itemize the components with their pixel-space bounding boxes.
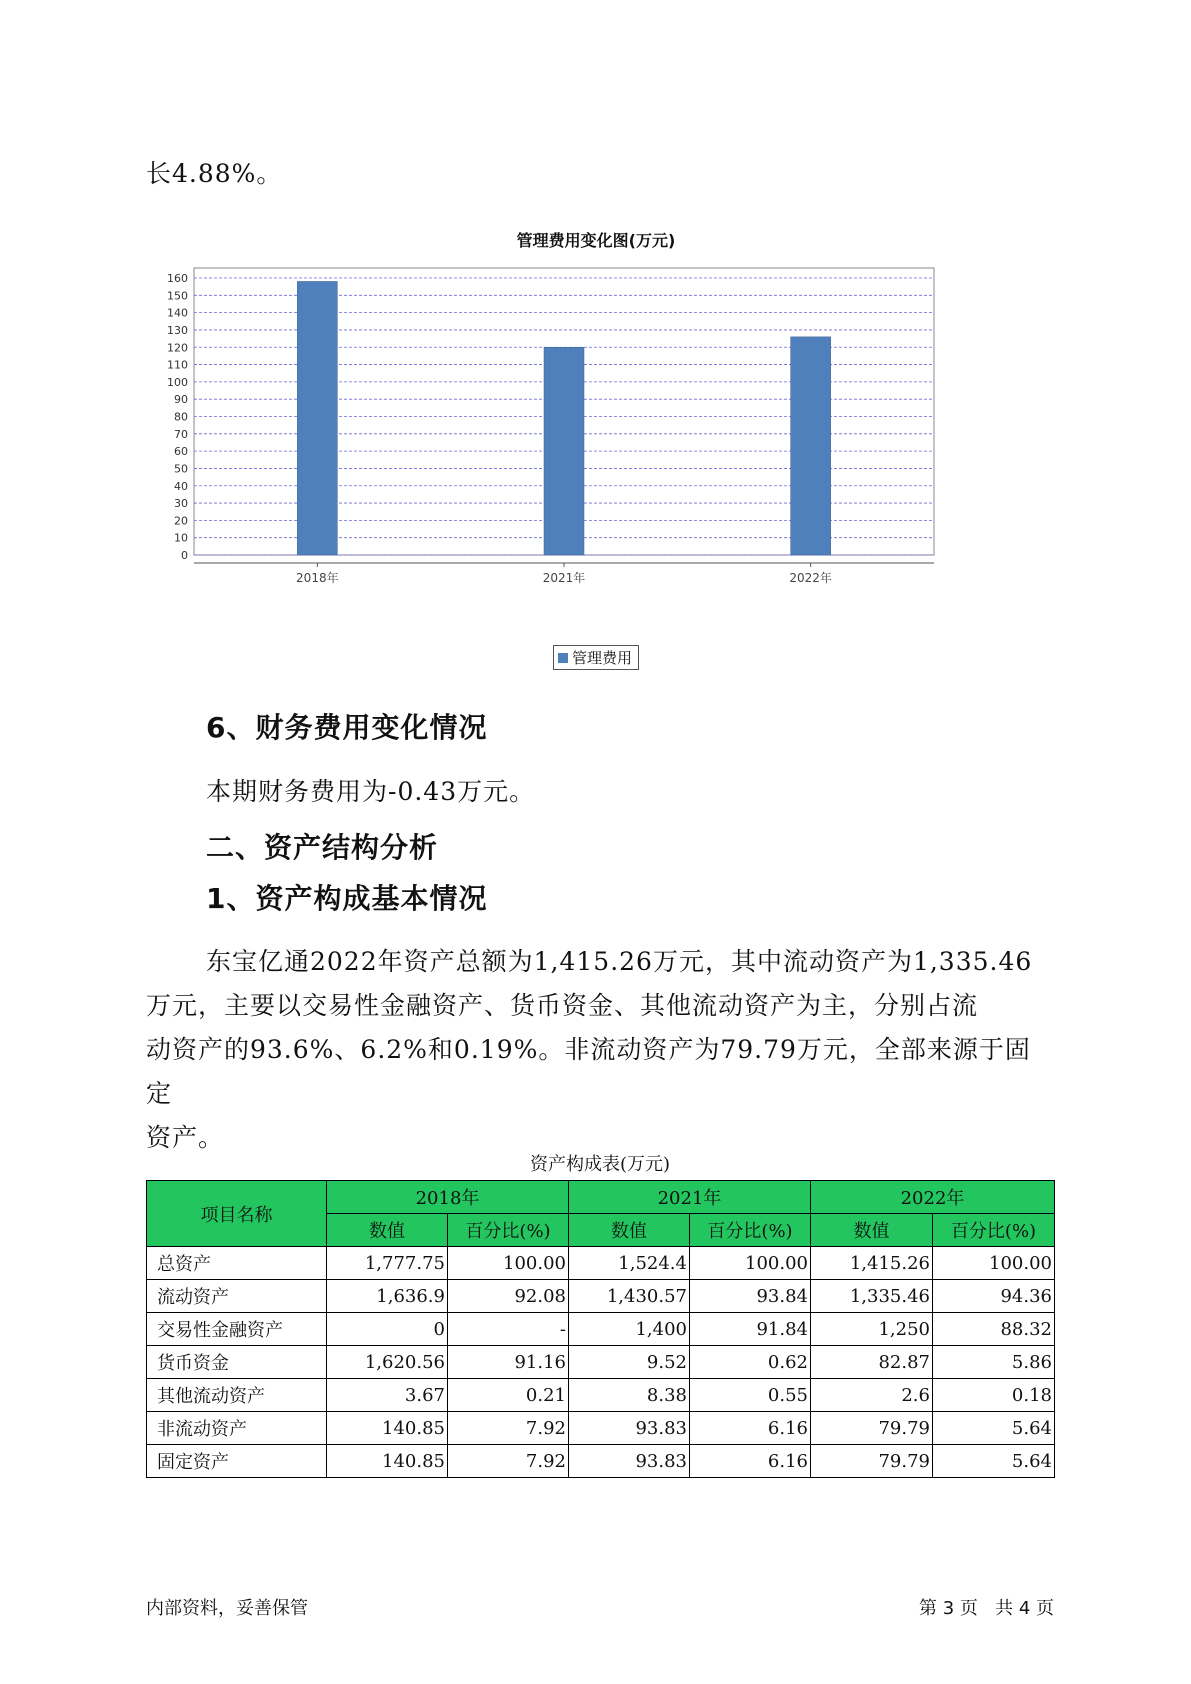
cell-percent: 0.55 <box>690 1379 811 1412</box>
y-tick-label: 40 <box>174 479 188 493</box>
cell-percent: 88.32 <box>933 1313 1055 1346</box>
cell-value: 1,400 <box>569 1313 690 1346</box>
row-item-name: 货币资金 <box>147 1346 327 1379</box>
cell-percent: 91.84 <box>690 1313 811 1346</box>
y-tick-label: 20 <box>174 514 188 528</box>
header-value: 数值 <box>327 1214 448 1247</box>
y-tick-label: 130 <box>167 323 188 337</box>
y-tick-label: 50 <box>174 462 188 476</box>
x-tick-label: 2021年 <box>542 571 586 585</box>
y-tick-label: 80 <box>174 410 188 424</box>
table-row <box>147 1379 1055 1412</box>
bar <box>297 281 337 555</box>
cell-percent: 100.00 <box>933 1247 1055 1280</box>
cell-percent: 6.16 <box>690 1412 811 1445</box>
cell-value: 1,620.56 <box>327 1346 448 1379</box>
section6-heading: 6、财务费用变化情况 <box>206 711 488 744</box>
cell-value: 9.52 <box>569 1346 690 1379</box>
table-row <box>147 1280 1055 1313</box>
cell-percent: 0.21 <box>448 1379 569 1412</box>
y-tick-label: 150 <box>167 289 188 303</box>
legend-swatch <box>558 653 568 663</box>
chart-legend <box>553 645 639 670</box>
y-tick-label: 70 <box>174 427 188 441</box>
header-year-2018: 2018年 <box>327 1181 569 1214</box>
paragraph-line: 动资产的93.6%、6.2%和0.19%。非流动资产为79.79万元，全部来源于固定 <box>146 1035 1031 1108</box>
table-row <box>147 1313 1055 1346</box>
header-year-2022: 2022年 <box>811 1181 1055 1214</box>
row-item-name: 固定资产 <box>147 1445 327 1478</box>
row-item-name: 其他流动资产 <box>147 1379 327 1412</box>
cell-value: 140.85 <box>327 1412 448 1445</box>
cell-value: 0 <box>327 1313 448 1346</box>
cell-percent: 5.64 <box>933 1412 1055 1445</box>
cell-value: 8.38 <box>569 1379 690 1412</box>
y-tick-label: 160 <box>167 272 188 285</box>
table-row <box>147 1346 1055 1379</box>
cell-value: 1,636.9 <box>327 1280 448 1313</box>
cell-value: 82.87 <box>811 1346 933 1379</box>
y-tick-label: 110 <box>167 358 188 372</box>
header-pct: 百分比(%) <box>690 1214 811 1247</box>
assets-paragraph <box>146 940 1046 1160</box>
cell-percent: 92.08 <box>448 1280 569 1313</box>
table-caption: 资产构成表(万元) <box>529 1154 671 1175</box>
cell-percent: 5.64 <box>933 1445 1055 1478</box>
footer-page-number: 第 3 页 共 4 页 <box>919 1598 1054 1619</box>
cell-value: 1,415.26 <box>811 1247 933 1280</box>
y-tick-label: 120 <box>167 341 188 355</box>
cell-value: 93.83 <box>569 1412 690 1445</box>
cell-percent: 0.62 <box>690 1346 811 1379</box>
paragraph-line: 资产。 <box>146 1123 225 1152</box>
table-row <box>147 1412 1055 1445</box>
header-year-2021: 2021年 <box>569 1181 811 1214</box>
legend-label: 管理费用 <box>572 649 633 667</box>
row-item-name: 总资产 <box>147 1247 327 1280</box>
cell-percent: - <box>448 1313 569 1346</box>
header-item-name: 项目名称 <box>147 1181 327 1247</box>
header-value: 数值 <box>569 1214 690 1247</box>
y-tick-label: 0 <box>181 549 188 562</box>
paragraph-line: 东宝亿通2022年资产总额为1,415.26万元，其中流动资产为1,335.46 <box>206 947 1033 976</box>
cell-percent: 0.18 <box>933 1379 1055 1412</box>
assets-table <box>146 1180 1055 1478</box>
y-tick-label: 60 <box>174 445 188 459</box>
cell-percent: 94.36 <box>933 1280 1055 1313</box>
table-body <box>147 1247 1055 1478</box>
cell-value: 79.79 <box>811 1412 933 1445</box>
paragraph-line: 万元，主要以交易性金融资产、货币资金、其他流动资产为主，分别占流 <box>146 991 979 1020</box>
cell-percent: 100.00 <box>690 1247 811 1280</box>
intro-line: 长4.88%。 <box>146 159 283 188</box>
bar <box>544 347 584 555</box>
y-tick-label: 10 <box>174 531 188 545</box>
x-tick-label: 2018年 <box>296 571 339 585</box>
table-row <box>147 1445 1055 1478</box>
section6-text: 本期财务费用为-0.43万元。 <box>206 777 536 806</box>
header-pct: 百分比(%) <box>448 1214 569 1247</box>
header-value: 数值 <box>811 1214 933 1247</box>
table-row <box>147 1247 1055 1280</box>
row-item-name: 非流动资产 <box>147 1412 327 1445</box>
header-pct: 百分比(%) <box>933 1214 1055 1247</box>
y-tick-label: 140 <box>167 306 188 320</box>
cell-value: 1,777.75 <box>327 1247 448 1280</box>
cell-percent: 6.16 <box>690 1445 811 1478</box>
cell-value: 1,250 <box>811 1313 933 1346</box>
cell-value: 93.83 <box>569 1445 690 1478</box>
cell-percent: 7.92 <box>448 1412 569 1445</box>
section-two-1-heading: 1、资产构成基本情况 <box>206 882 488 915</box>
y-tick-label: 100 <box>167 375 188 389</box>
bar-chart <box>146 258 1046 638</box>
cell-value: 2.6 <box>811 1379 933 1412</box>
cell-percent: 91.16 <box>448 1346 569 1379</box>
cell-percent: 7.92 <box>448 1445 569 1478</box>
y-tick-label: 30 <box>174 497 188 511</box>
cell-percent: 93.84 <box>690 1280 811 1313</box>
section-two-heading: 二、资产结构分析 <box>206 831 439 864</box>
y-tick-label: 90 <box>174 393 188 407</box>
cell-value: 3.67 <box>327 1379 448 1412</box>
bar <box>791 337 831 555</box>
row-item-name: 交易性金融资产 <box>147 1313 327 1346</box>
cell-value: 79.79 <box>811 1445 933 1478</box>
cell-value: 1,524.4 <box>569 1247 690 1280</box>
footer-left: 内部资料，妥善保管 <box>146 1598 308 1619</box>
cell-value: 140.85 <box>327 1445 448 1478</box>
row-item-name: 流动资产 <box>147 1280 327 1313</box>
cell-percent: 100.00 <box>448 1247 569 1280</box>
chart-title: 管理费用变化图(万元) <box>516 231 676 250</box>
x-tick-label: 2022年 <box>789 571 832 585</box>
cell-percent: 5.86 <box>933 1346 1055 1379</box>
cell-value: 1,335.46 <box>811 1280 933 1313</box>
cell-value: 1,430.57 <box>569 1280 690 1313</box>
